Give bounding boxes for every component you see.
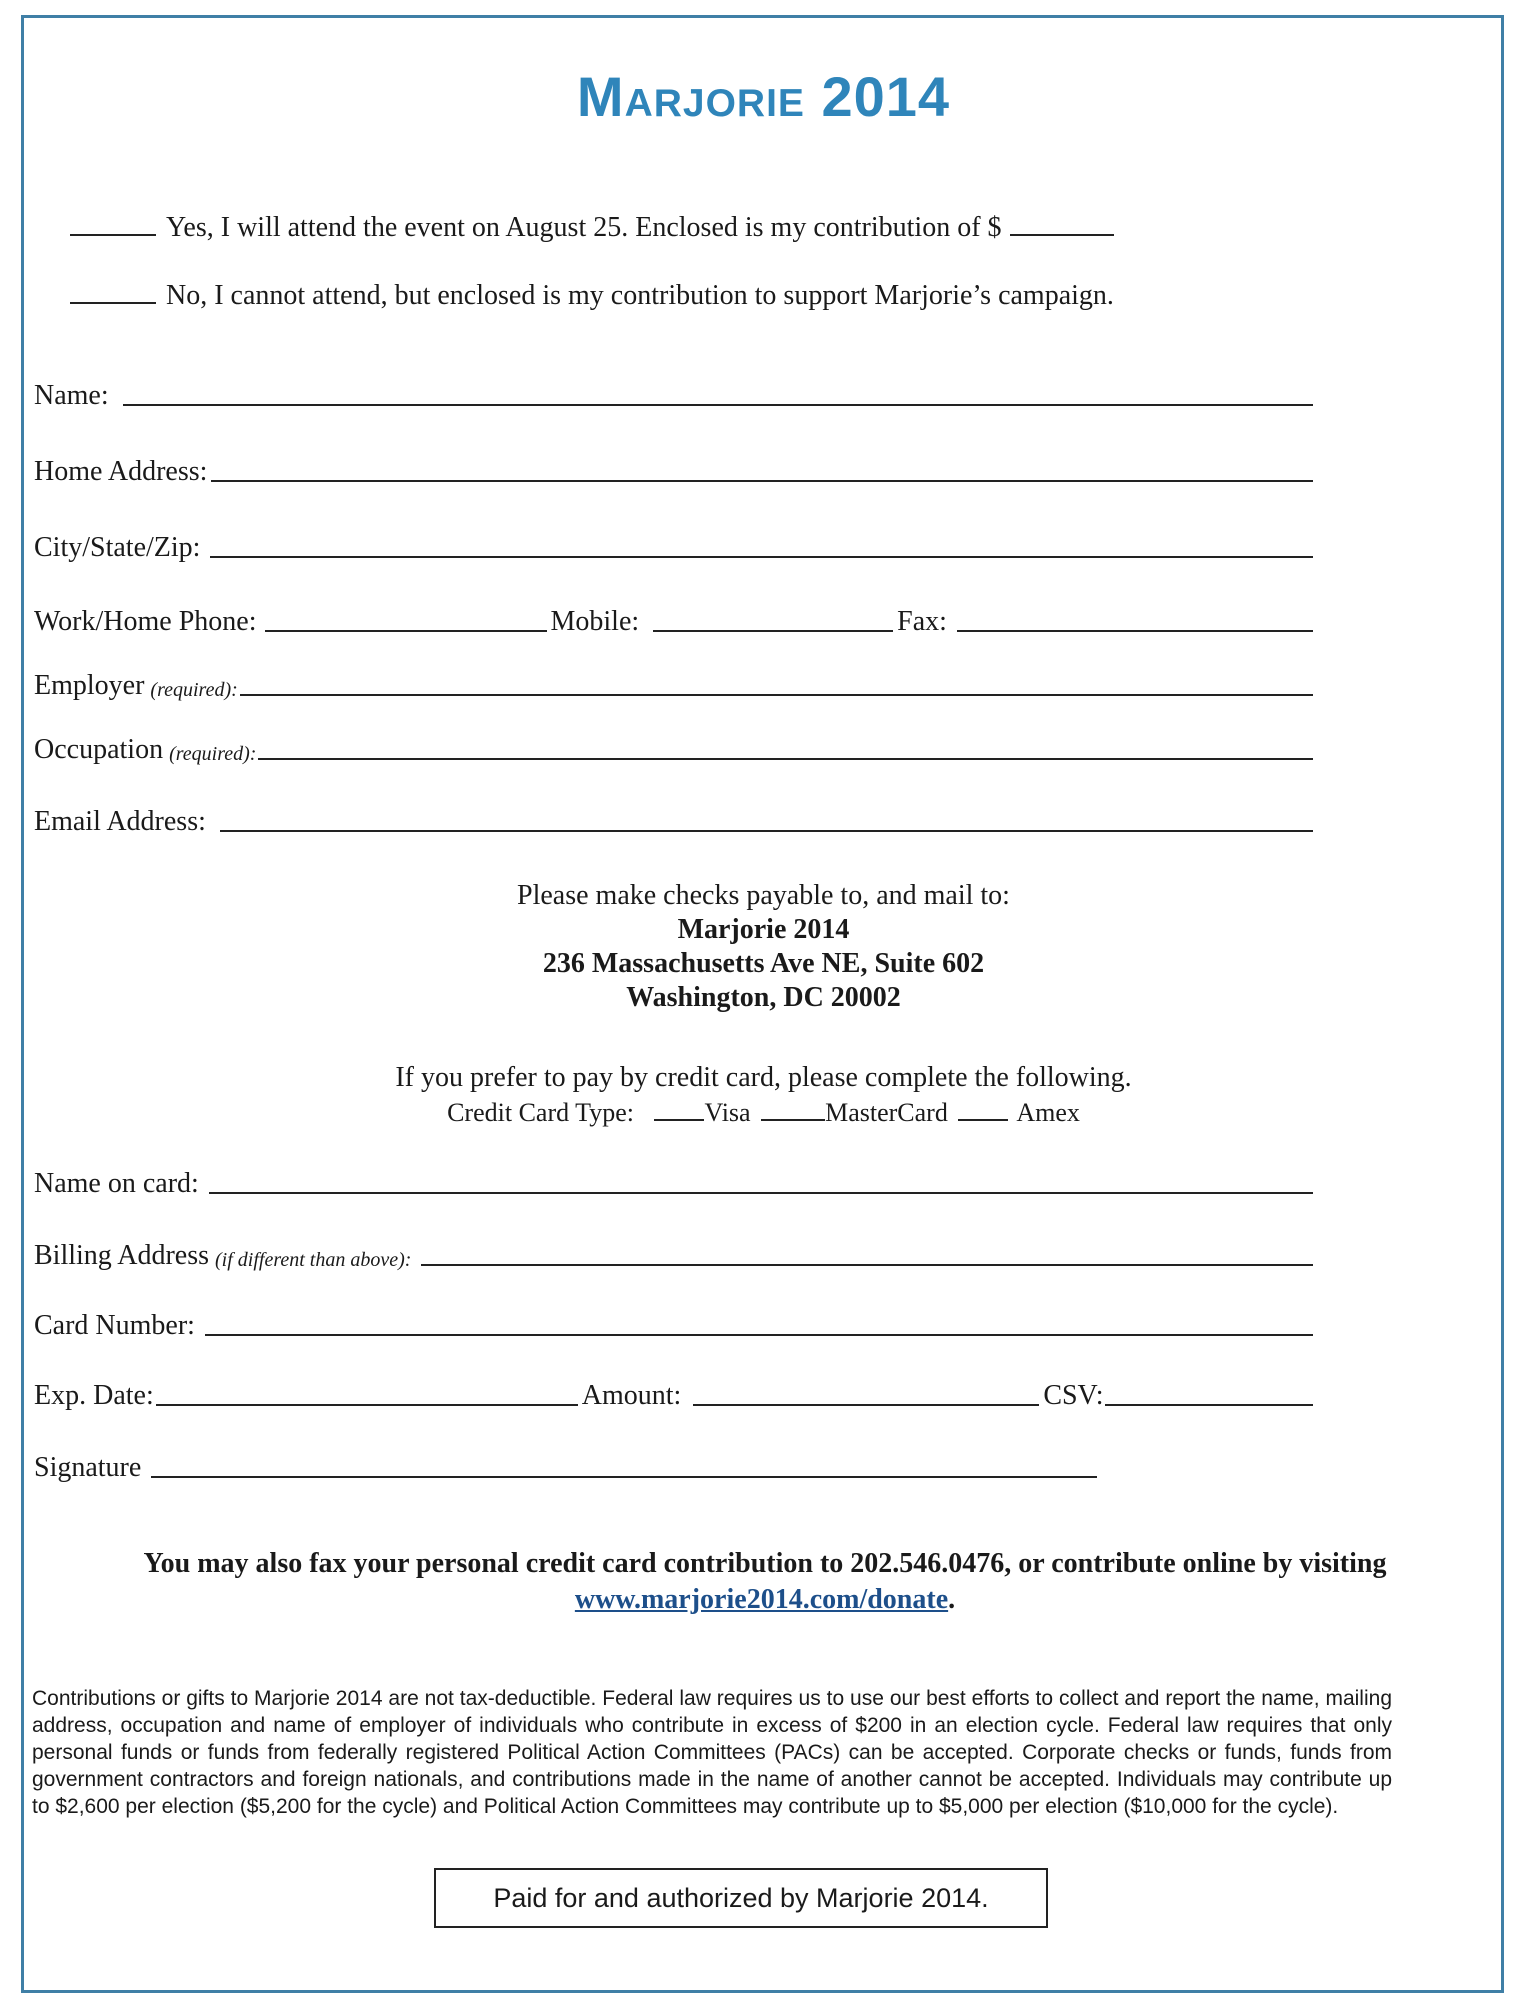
- occupation-label: Occupation: [34, 734, 164, 765]
- visa-label: Visa: [704, 1098, 751, 1127]
- page-title: Marjorie 2014: [576, 65, 951, 128]
- csv-field[interactable]: [1105, 1404, 1313, 1406]
- name-row: [34, 380, 1313, 412]
- mailing-intro: Please make checks payable to, and mail to:: [517, 880, 1010, 911]
- name-on-card-row: [34, 1168, 1313, 1200]
- yes-option-text: Yes, I will attend the event on August 25. Enclosed is my contribution of $: [166, 212, 1002, 243]
- email-field[interactable]: [220, 830, 1313, 832]
- mastercard-blank[interactable]: [761, 1118, 825, 1121]
- fax-notice-end: .: [948, 1584, 956, 1615]
- city-state-zip-field[interactable]: [210, 556, 1313, 558]
- credit-card-type-label: Credit Card Type:: [447, 1098, 634, 1127]
- mobile-field[interactable]: [653, 630, 893, 632]
- card-number-label: Card Number:: [34, 1310, 195, 1341]
- billing-address-field[interactable]: [421, 1264, 1313, 1266]
- exp-amount-csv-row: [34, 1380, 1313, 1412]
- mailing-street: 236 Massachusetts Ave NE, Suite 602: [542, 948, 985, 979]
- email-label: Email Address:: [34, 806, 206, 837]
- employer-field[interactable]: [240, 694, 1313, 696]
- mastercard-label: MasterCard: [825, 1098, 948, 1127]
- city-state-zip-label: City/State/Zip:: [34, 532, 201, 563]
- home-address-field[interactable]: [211, 480, 1313, 482]
- billing-address-label: Billing Address: [34, 1240, 210, 1271]
- yes-option: [70, 212, 1114, 244]
- amount-field[interactable]: [693, 1404, 1039, 1406]
- donate-link[interactable]: www.marjorie2014.com/donate: [574, 1584, 949, 1615]
- city-state-zip-row: [34, 532, 1313, 564]
- occupation-field[interactable]: [258, 758, 1313, 760]
- signature-row: [34, 1452, 1097, 1484]
- billing-address-row: [34, 1240, 1313, 1272]
- legal-disclaimer: Contributions or gifts to Marjorie 2014 are not tax-deductible. Federal law requires us to use our best efforts to collect and report the name, mailing address, occupation and name of employer of individuals who contribute in excess of $200 in an election cycle. Federal law requires that only personal funds or funds from federally registered Political Action Committees (PACs) can be accepted. Corporate checks or funds, funds from government contractors and foreign nationals, and contributions made in the name of another cannot be accepted. Individuals may contribute up to $2,600 per election ($5,200 for the cycle) and Political Action Committees may contribute up to $5,000 per election ($10,000 for the cycle).: [32, 1687, 1392, 1818]
- fax-field[interactable]: [957, 630, 1313, 632]
- name-field[interactable]: [123, 404, 1313, 406]
- exp-date-label: Exp. Date:: [34, 1380, 154, 1411]
- contribution-amount-blank[interactable]: [1010, 233, 1114, 236]
- employer-required-note: (required):: [150, 679, 238, 701]
- employer-row: [34, 670, 1313, 702]
- yes-checkbox-blank[interactable]: [70, 233, 156, 236]
- card-number-row: [34, 1310, 1313, 1342]
- mailing-payee: Marjorie 2014: [677, 914, 850, 945]
- no-option: [70, 280, 1114, 312]
- phone-row: [34, 606, 1313, 638]
- visa-blank[interactable]: [654, 1118, 704, 1121]
- credit-card-type-row: [0, 1098, 1527, 1128]
- fax-notice-text: You may also fax your personal credit card contribution to 202.546.0476, or contribute online by visiting: [143, 1548, 1387, 1579]
- occupation-row: [34, 734, 1313, 766]
- name-on-card-label: Name on card:: [34, 1168, 199, 1199]
- work-home-phone-label: Work/Home Phone:: [34, 606, 257, 637]
- employer-label: Employer: [34, 670, 145, 701]
- occupation-required-note: (required):: [169, 743, 257, 765]
- work-home-phone-field[interactable]: [265, 630, 547, 632]
- amex-label: Amex: [1016, 1098, 1080, 1127]
- home-address-label: Home Address:: [34, 456, 208, 487]
- fax-online-notice: [60, 1546, 1470, 1618]
- name-on-card-field[interactable]: [209, 1192, 1313, 1194]
- paid-for-notice: Paid for and authorized by Marjorie 2014.: [434, 1868, 1048, 1928]
- no-option-text: No, I cannot attend, but enclosed is my contribution to support Marjorie’s campaign.: [166, 280, 1114, 311]
- email-row: [34, 806, 1313, 838]
- signature-label: Signature: [34, 1452, 142, 1483]
- mailing-city: Washington, DC 20002: [626, 982, 901, 1013]
- csv-label: CSV:: [1043, 1380, 1104, 1411]
- credit-card-intro: If you prefer to pay by credit card, please complete the following.: [395, 1062, 1132, 1093]
- signature-field[interactable]: [151, 1476, 1097, 1478]
- amount-label: Amount:: [581, 1380, 682, 1411]
- name-label: Name:: [34, 380, 109, 411]
- exp-date-field[interactable]: [156, 1404, 578, 1406]
- billing-address-note: (if different than above):: [215, 1249, 412, 1271]
- no-checkbox-blank[interactable]: [70, 301, 156, 304]
- amex-blank[interactable]: [958, 1118, 1008, 1121]
- card-number-field[interactable]: [205, 1334, 1313, 1336]
- mobile-label: Mobile:: [550, 606, 640, 637]
- fax-label: Fax:: [897, 606, 947, 637]
- home-address-row: [34, 456, 1313, 488]
